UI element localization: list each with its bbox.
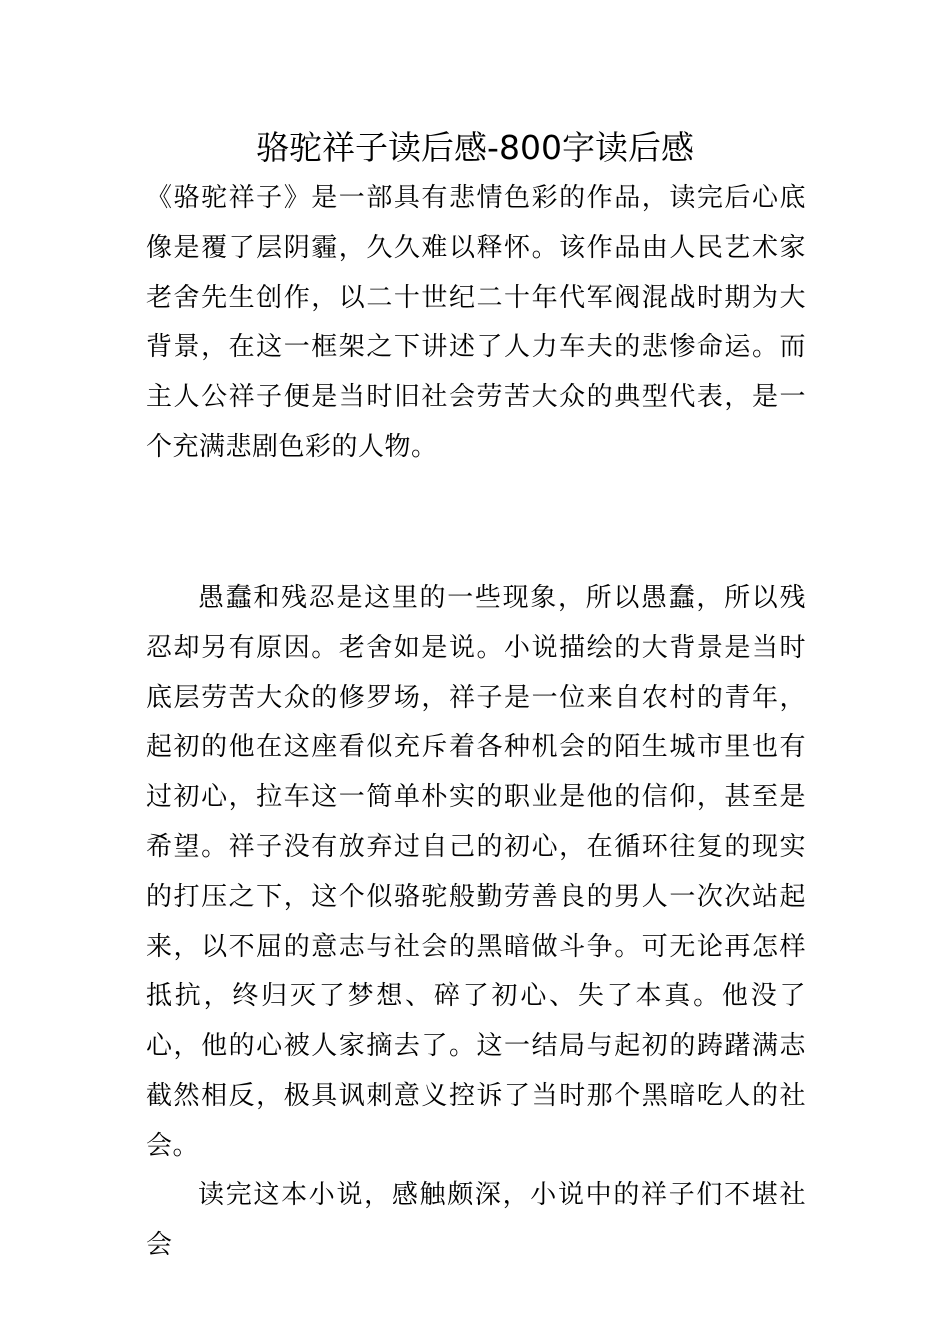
paragraph-reflection: 读完这本小说，感触颇深，小说中的祥子们不堪社会	[146, 1180, 806, 1260]
paragraph-intro: 《骆驼祥子》是一部具有悲情色彩的作品，读完后心底像是覆了层阴霾，久久难以释怀。该作品由人民艺术家老舍先生创作，以二十世纪二十年代军阀混战时期为大背景，在这一框架之下讲述了人力车夫的悲惨命运。而主人公祥子便是当时旧社会劳苦大众的典型代表，是一个充满悲剧色彩的人物。	[146, 183, 806, 462]
document-title: 骆驼祥子读后感-800字读后感	[256, 128, 694, 167]
paragraph-analysis: 愚蠢和残忍是这里的一些现象，所以愚蠢，所以残忍却另有原因。老舍如是说。小说描绘的大背景是当时底层劳苦大众的修罗场，祥子是一位来自农村的青年，起初的他在这座看似充斥着各种机会的陌生城市里也有过初心，拉车这一简单朴实的职业是他的信仰，甚至是希望。祥子没有放弃过自己的初心，在循环往复的现实的打压之下，这个似骆驼般勤劳善良的男人一次次站起来，以不屈的意志与社会的黑暗做斗争。可无论再怎样抵抗，终归灭了梦想、碎了初心、失了本真。他没了心，他的心被人家摘去了。这一结局与起初的踌躇满志截然相反，极具讽刺意义控诉了当时那个黑暗吃人的社会。	[146, 583, 806, 1161]
